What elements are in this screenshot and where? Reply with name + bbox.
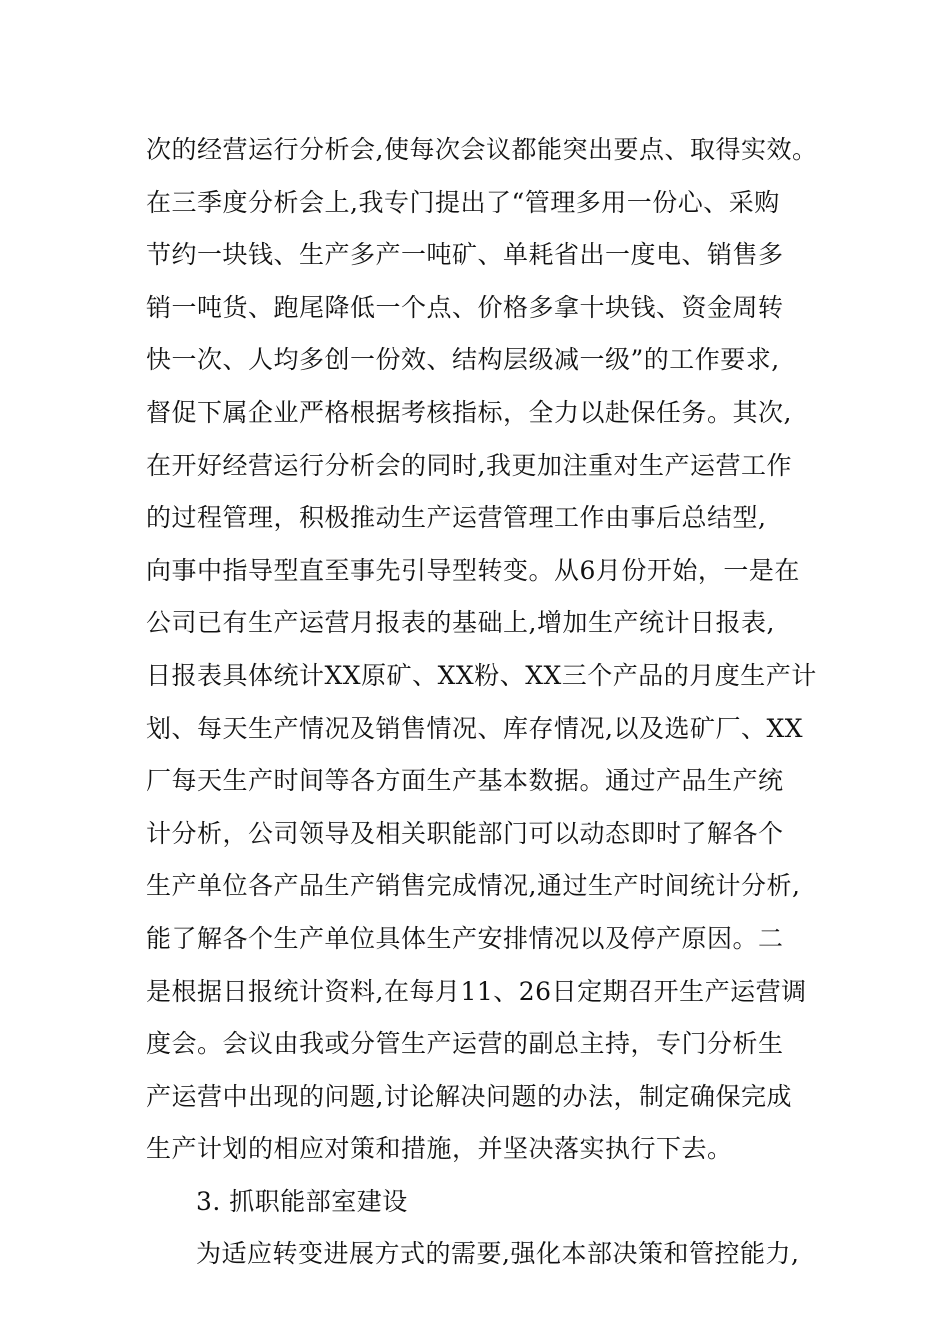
section-heading: 3. 抓职能部室建设 [196, 1186, 408, 1216]
text-line: 生产单位各产品生产销售完成情况,通过生产时间统计分析, [146, 871, 801, 901]
text-line: 产运营中出现的问题,讨论解决问题的办法，制定确保完成 [146, 1081, 792, 1111]
text-line: 向事中指导型直至事先引导型转变。从6月份开始，一是在 [146, 555, 800, 585]
text-line: 为适应转变进展方式的需要,强化本部决策和管控能力, [196, 1239, 800, 1269]
text-line: 的过程管理，积极推动生产运营管理工作由事后总结型, [146, 503, 767, 533]
text-line: 在开好经营运行分析会的同时,我更加注重对生产运营工作 [146, 450, 792, 480]
text-line: 督促下属企业严格根据考核指标，全力以赴保任务。其次, [146, 397, 792, 427]
text-line: 生产计划的相应对策和措施，并坚决落实执行下去。 [146, 1134, 733, 1164]
text-line: 是根据日报统计资料,在每月11、26日定期召开生产运营调 [146, 976, 807, 1006]
text-line: 能了解各个生产单位具体生产安排情况以及停产原因。二 [146, 923, 784, 953]
text-line: 销一吨货、跑尾降低一个点、价格多拿十块钱、资金周转 [146, 292, 784, 322]
text-line: 在三季度分析会上,我专门提出了“管理多用一份心、采购 [146, 187, 780, 217]
text-line: 计分析，公司领导及相关职能部门可以动态即时了解各个 [146, 818, 784, 848]
text-line: 节约一块钱、生产多产一吨矿、单耗省出一度电、销售多 [146, 240, 784, 270]
document-body [146, 124, 826, 1281]
text-line: 厂每天生产时间等各方面生产基本数据。通过产品生产统 [146, 766, 784, 796]
text-line: 日报表具体统计XX原矿、XX粉、XX三个产品的月度生产计 [146, 660, 817, 690]
text-line: 划、每天生产情况及销售情况、库存情况,以及选矿厂、XX [146, 713, 804, 743]
text-line: 度会。会议由我或分管生产运营的副总主持，专门分析生 [146, 1029, 784, 1059]
text-line: 快一次、人均多创一份效、结构层级减一级”的工作要求, [146, 345, 780, 375]
text-line: 次的经营运行分析会,使每次会议都能突出要点、取得实效。 [146, 135, 818, 164]
text-line: 公司已有生产运营月报表的基础上,增加生产统计日报表, [146, 608, 775, 638]
